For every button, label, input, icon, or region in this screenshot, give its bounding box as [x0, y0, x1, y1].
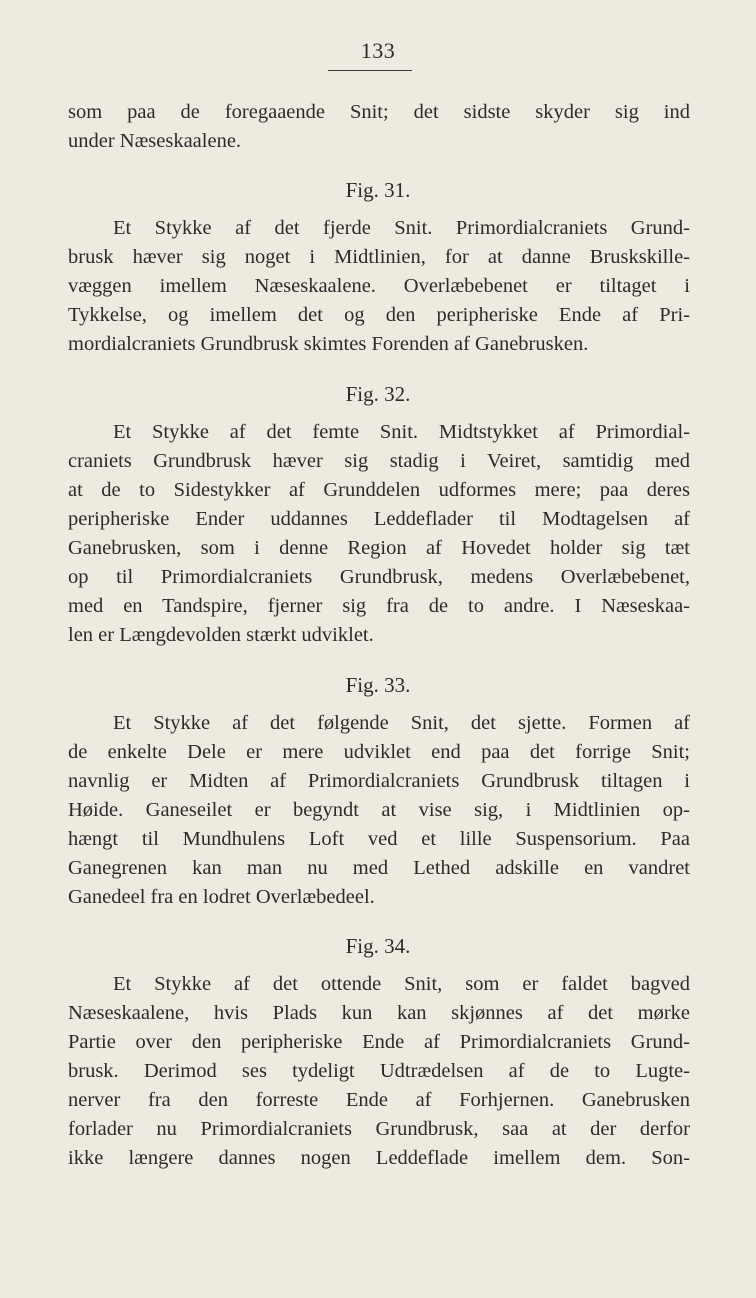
body-line: Høide. Ganeseilet er begyndt at vise sig, i Midtlinien op- — [68, 799, 690, 821]
body-line: Tykkelse, og imellem det og den peripheriske Ende af Pri- — [68, 304, 690, 326]
body-line: Et Stykke af det ottende Snit, som er faldet bagved — [113, 973, 690, 995]
page-number: 133 — [360, 38, 396, 63]
body-line: brusk hæver sig noget i Midtlinien, for at danne Bruskskille- — [68, 246, 690, 268]
figure-caption: Fig. 33. — [345, 673, 411, 697]
body-line: brusk. Derimod ses tydeligt Udtrædelsen af de to Lugte- — [68, 1060, 690, 1082]
body-line: Et Stykke af det fjerde Snit. Primordialcraniets Grund- — [113, 217, 690, 239]
body-line: op til Primordialcraniets Grundbrusk, medens Overlæbebenet, — [68, 566, 690, 588]
body-line: at de to Sidestykker af Grunddelen udformes mere; paa deres — [68, 479, 690, 501]
figure-caption: Fig. 32. — [345, 382, 411, 406]
intro-line: under Næseskaalene. — [68, 130, 242, 152]
body-line: Ganebrusken, som i denne Region af Hovedet holder sig tæt — [68, 537, 690, 559]
body-line: Et Stykke af det femte Snit. Midtstykket af Primordial- — [113, 421, 690, 443]
body-line: forlader nu Primordialcraniets Grundbrusk, saa at der derfor — [68, 1118, 690, 1140]
body-line: peripheriske Ender uddannes Leddeflader til Modtagelsen af — [68, 508, 690, 530]
body-line: craniets Grundbrusk hæver sig stadig i Veiret, samtidig med — [68, 450, 690, 472]
page-number-underline — [328, 70, 412, 71]
body-line: Ganedeel fra en lodret Overlæbedeel. — [68, 886, 375, 908]
figure-caption: Fig. 34. — [345, 934, 411, 958]
figure-caption: Fig. 31. — [345, 178, 411, 202]
body-line: ikke længere dannes nogen Leddeflade imellem dem. Son- — [68, 1147, 690, 1169]
body-line: Et Stykke af det følgende Snit, det sjette. Formen af — [113, 712, 690, 734]
body-line: Partie over den peripheriske Ende af Primordialcraniets Grund- — [68, 1031, 690, 1053]
intro-line: som paa de foregaaende Snit; det sidste skyder sig ind — [68, 101, 690, 123]
body-line: Ganegrenen kan man nu med Lethed adskille en vandret — [68, 857, 690, 879]
body-line: Næseskaalene, hvis Plads kun kan skjønnes af det mørke — [68, 1002, 690, 1024]
body-line: hængt til Mundhulens Loft ved et lille Suspensorium. Paa — [68, 828, 690, 850]
body-line: de enkelte Dele er mere udviklet end paa det forrige Snit; — [68, 741, 690, 763]
body-line: mordialcraniets Grundbrusk skimtes Forenden af Ganebrusken. — [68, 333, 589, 355]
body-line: med en Tandspire, fjerner sig fra de to andre. I Næseskaa- — [68, 595, 690, 617]
body-line: væggen imellem Næseskaalene. Overlæbebenet er tiltaget i — [68, 275, 690, 297]
body-line: nerver fra den forreste Ende af Forhjernen. Ganebrusken — [68, 1089, 690, 1111]
body-line: navnlig er Midten af Primordialcraniets Grundbrusk tiltagen i — [68, 770, 690, 792]
body-line: len er Længdevolden stærkt udviklet. — [68, 624, 374, 646]
